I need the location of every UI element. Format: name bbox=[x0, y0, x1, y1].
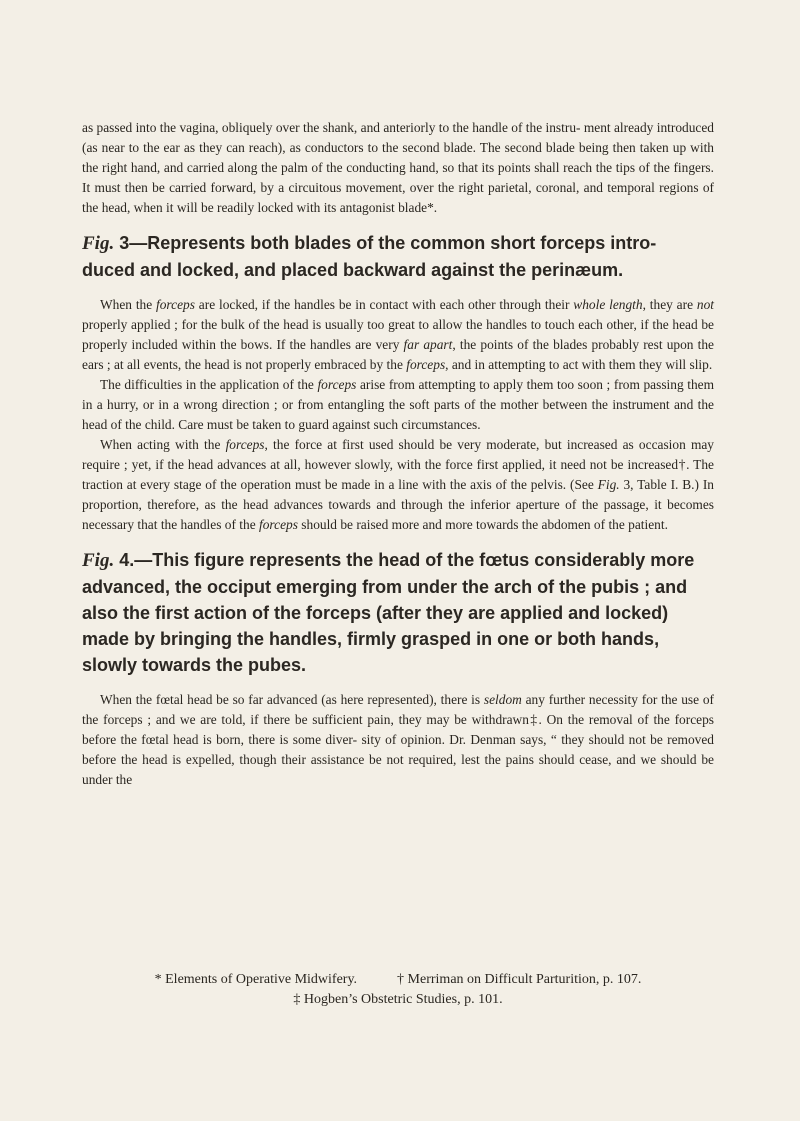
footnotes bbox=[82, 970, 714, 1010]
footnote-1: * Elements of Operative Midwifery. bbox=[154, 972, 358, 987]
paragraph-difficulties: The difficulties in the application of the forceps arise from attempting to apply them too soon ; from passing them in a hurry, or in a wrong direction ; or from entangling the soft parts of the mother between the instrument and the head of the child. Care must be taken to guard against such circumstances. bbox=[82, 377, 714, 432]
figure-3-heading: Fig. 3—Represents both blades of the common short forceps intro- duced and locked, and placed backward against the perinæum. bbox=[82, 233, 657, 280]
paragraph-continuation: as passed into the vagina, obliquely over the shank, and anteriorly to the handle of the instru- ment already introduced (as near to the ear as they can reach), as conductors to the second blade. The second blade being then taken up with the right hand, and carried along the palm of the conducting hand, so that its points shall reach the tips of the fingers. It must then be carried forward, by a circuitous movement, over the right parietal, coronal, and temporal regions of the head, when it will be readily locked with its antagonist blade*. bbox=[82, 120, 714, 215]
fig-label: Fig. bbox=[82, 550, 115, 571]
page-body bbox=[82, 118, 714, 790]
figure-4-heading: Fig. 4.—This figure represents the head of the fœtus considerably more advanced, the occiput emerging from under the arch of the pubis ; and also the first action of the forceps (after they are applied and locked) made by bringing the handles, firmly grasped in one or both hands, slowly towards the pubes. bbox=[82, 550, 695, 675]
footnote-3: ‡ Hogben’s Obstetric Studies, p. 101. bbox=[293, 992, 503, 1007]
paragraph-foetal-head: When the fœtal head be so far advanced (as here represented), there is seldom any further necessity for the use of the forceps ; and we are told, if there be sufficient pain, they may be withdrawn‡. On the removal of the forceps before the fœtal head is born, there is some diver- sity of opinion. Dr. Denman says, “ they should not be removed before the head is expelled, though their assistance be not required, lest the pains should cease, and we should be under the bbox=[82, 692, 715, 787]
footnote-2: † Merriman on Difficult Parturition, p. 107. bbox=[397, 972, 642, 987]
paragraph-acting-with-forceps: When acting with the forceps, the force at first used should be very moderate, but increased as occasion may require ; yet, if the head advances at all, however slowly, with the force first applied, it need not be increased†. The traction at every stage of the operation must be made in a line with the axis of the pelvis. (See Fig. 3, Table I. B.) In proportion, therefore, as the head advances towards and through the inferior aperture of the passage, it becomes necessary that the handles of the forceps should be raised more and more towards the abdomen of the patient. bbox=[82, 437, 715, 532]
fig-label: Fig. bbox=[82, 233, 115, 254]
paragraph-locked-forceps: When the forceps are locked, if the handles be in contact with each other through their whole length, they are not properly applied ; for the bulk of the head is usually too great to allow the handles to touch each other, if the head be properly included within the bows. If the handles are very far apart, the points of the blades probably rest upon the ears ; at all events, the head is not properly embraced by the forceps, and in attempting to act with them they will slip. bbox=[82, 297, 714, 372]
